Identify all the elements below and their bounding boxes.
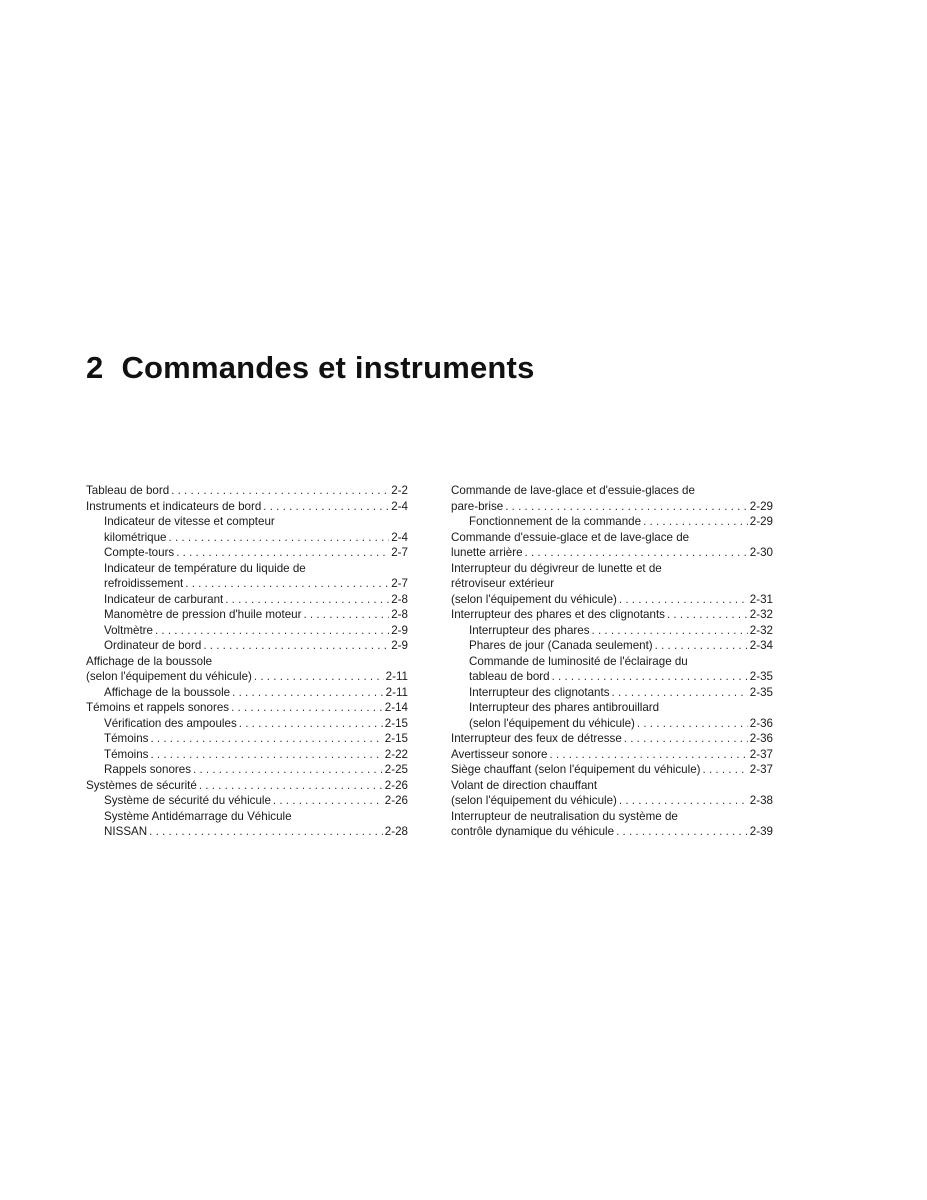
chapter-number: 2 (86, 350, 104, 385)
toc-entry[interactable] (86, 499, 408, 515)
toc-entry[interactable] (451, 530, 773, 561)
toc-entry-title: Indicateur de carburant (104, 592, 224, 606)
toc-entry-line (451, 793, 773, 809)
toc-entry-title: Interrupteur des clignotants (469, 685, 610, 699)
toc-entry-title: contrôle dynamique du véhicule (451, 825, 615, 838)
dot-leader (176, 545, 389, 561)
toc-entry-title: Témoins (104, 732, 149, 745)
toc-entry-line (104, 623, 408, 639)
toc-entry-line (104, 762, 408, 778)
toc-entry-title: Rappels sonores (104, 763, 192, 776)
toc-page-number: 2-29 (749, 515, 773, 528)
toc-entry[interactable] (451, 747, 773, 763)
toc-entry[interactable] (451, 561, 773, 608)
dot-leader (552, 669, 748, 685)
toc-entry-line (104, 731, 408, 747)
toc-page-number: 2-9 (391, 639, 408, 652)
toc-page-number: 2-2 (391, 484, 408, 497)
toc-entry-line (469, 716, 773, 732)
toc-entry-line (104, 824, 408, 840)
toc-entry-line (86, 778, 408, 794)
toc-entry[interactable] (86, 793, 408, 809)
toc-page-number: 2-38 (749, 794, 773, 807)
toc-entry-title: Fonctionnement de la commande (469, 515, 642, 528)
toc-entry-text: Interrupteur de neutralisation du système de (451, 809, 678, 823)
toc-entry[interactable] (451, 778, 773, 809)
toc-entry[interactable] (86, 592, 408, 608)
toc-entry-line (451, 824, 773, 840)
toc-page-number: 2-4 (391, 499, 408, 513)
toc-page-number: 2-22 (384, 747, 408, 761)
toc-page-number: 2-36 (749, 716, 773, 730)
toc-page-number: 2-8 (391, 592, 408, 606)
toc-entry-title: Témoins et rappels sonores (86, 701, 230, 714)
toc-entry-text: Volant de direction chauffant (451, 778, 598, 792)
toc-entry-title: (selon l'équipement du véhicule) (451, 592, 617, 606)
dot-leader (616, 824, 748, 840)
dot-leader (612, 685, 748, 701)
toc-entry-title: Ordinateur de bord (104, 639, 202, 652)
dot-leader (703, 762, 748, 778)
toc-entry-line (104, 793, 408, 809)
toc-entry-title: tableau de bord (469, 670, 550, 683)
toc-entry-title: NISSAN (104, 825, 148, 838)
toc-entry-line (86, 483, 408, 499)
toc-page-number: 2-30 (749, 546, 773, 559)
toc-entry[interactable] (451, 762, 773, 778)
toc-entry-text: rétroviseur extérieur (451, 577, 555, 590)
toc-page-number: 2-15 (384, 716, 408, 730)
toc-page-number: 2-32 (749, 623, 773, 637)
dot-leader (619, 793, 748, 809)
toc-page-number: 2-9 (391, 623, 408, 637)
dot-leader (505, 499, 748, 515)
dot-leader (549, 747, 747, 763)
toc-entry-line (104, 638, 408, 654)
toc-left-column (86, 483, 408, 840)
toc-entry-line (86, 700, 408, 716)
toc-page-number: 2-31 (749, 592, 773, 606)
toc-entry[interactable] (86, 778, 408, 794)
toc-entry-line (469, 669, 773, 685)
toc-entry[interactable] (451, 623, 773, 639)
dot-leader (171, 483, 389, 499)
toc-page-number: 2-26 (384, 778, 408, 792)
toc-entry[interactable] (86, 483, 408, 499)
toc-entry[interactable] (86, 762, 408, 778)
toc-page-number: 2-28 (384, 825, 408, 838)
toc-entry-title: Témoins (104, 747, 149, 761)
dot-leader (254, 669, 384, 685)
toc-page-number: 2-7 (391, 577, 408, 590)
toc-entry-title: Interrupteur des phares et des clignotants (451, 608, 665, 621)
toc-entry-line (451, 499, 773, 515)
dot-leader (150, 731, 382, 747)
toc-page-number: 2-29 (749, 499, 773, 513)
toc-entry-title: kilométrique (104, 530, 167, 544)
toc-entry-line (104, 607, 408, 623)
toc-entry[interactable] (86, 700, 408, 716)
toc-entry-text: Indicateur de vitesse et compteur (104, 515, 275, 528)
toc-page-number: 2-7 (391, 546, 408, 559)
toc-page-number: 2-35 (749, 685, 773, 699)
toc-entry-title: Interrupteur des feux de détresse (451, 732, 622, 745)
toc-page-number: 2-26 (384, 794, 408, 807)
toc-entry[interactable] (451, 700, 773, 731)
toc-right-column (451, 483, 773, 840)
toc-entry-title: (selon l'équipement du véhicule) (469, 716, 635, 730)
toc-page-number: 2-37 (749, 763, 773, 776)
toc-entry-title: lunette arrière (451, 546, 523, 559)
toc-entry[interactable] (86, 514, 408, 545)
toc-entry-line (469, 623, 773, 639)
toc-entry-title: Voltmètre (104, 623, 153, 637)
toc-entry[interactable] (451, 685, 773, 701)
toc-entry-title: Systèmes de sécurité (86, 778, 197, 792)
dot-leader (203, 638, 389, 654)
toc-entry-title: Manomètre de pression d'huile moteur (104, 608, 302, 621)
toc-entry-line (451, 607, 773, 623)
dot-leader (273, 793, 383, 809)
dot-leader (199, 778, 383, 794)
toc-entry-line (104, 592, 408, 608)
toc-page-number: 2-11 (385, 670, 408, 683)
toc-entry[interactable] (451, 809, 773, 840)
toc-entry[interactable] (86, 809, 408, 840)
dot-leader (637, 716, 748, 732)
toc-page-number: 2-14 (384, 701, 408, 714)
toc-entry-text: Affichage de la boussole (86, 654, 213, 668)
toc-entry-title: (selon l'équipement du véhicule) (451, 794, 617, 807)
toc-entry-line (86, 499, 408, 515)
toc-entry-line (451, 762, 773, 778)
toc-entry-line (451, 747, 773, 763)
dot-leader (150, 747, 382, 763)
toc-entry[interactable] (86, 623, 408, 639)
toc-entry[interactable] (451, 731, 773, 747)
toc-entry[interactable] (451, 607, 773, 623)
toc-entry-title: Affichage de la boussole (104, 685, 231, 699)
toc-page-number: 2-15 (384, 732, 408, 745)
toc-page-number: 2-36 (749, 732, 773, 745)
toc-page-number: 2-39 (749, 825, 773, 838)
dot-leader (303, 607, 389, 623)
dot-leader (232, 685, 384, 701)
toc-entry-title: Compte-tours (104, 546, 175, 559)
toc-entry-title: Avertisseur sonore (451, 747, 548, 761)
toc-page-number: 2-34 (749, 639, 773, 652)
toc-entry-line (104, 747, 408, 763)
toc-entry-line (104, 530, 408, 546)
toc-entry-text: Commande de lave-glace et d'essuie-glaces de (451, 484, 695, 497)
toc-entry[interactable] (86, 638, 408, 654)
toc-entry-line (451, 545, 773, 561)
dot-leader (169, 530, 390, 546)
dot-leader (525, 545, 748, 561)
dot-leader (231, 700, 383, 716)
toc-entry-title: Instruments et indicateurs de bord (86, 499, 262, 513)
toc-entry-text: Interrupteur des phares antibrouillard (469, 701, 660, 714)
toc-entry-title: (selon l'équipement du véhicule) (86, 670, 252, 683)
toc-entry-text: Commande d'essuie-glace et de lave-glace de (451, 530, 690, 544)
dot-leader (592, 623, 748, 639)
dot-leader (643, 514, 748, 530)
toc-entry[interactable] (86, 654, 408, 685)
toc-entry-text: Interrupteur du dégivreur de lunette et de (451, 561, 662, 575)
dot-leader (149, 824, 383, 840)
toc-entry[interactable] (451, 638, 773, 654)
toc-entry[interactable] (451, 654, 773, 685)
toc-page-number: 2-25 (384, 763, 408, 776)
toc-entry-title: pare-brise (451, 499, 504, 513)
dot-leader (239, 716, 383, 732)
toc-page-number: 2-37 (749, 747, 773, 761)
dot-leader (655, 638, 748, 654)
dot-leader (263, 499, 389, 515)
toc-entry[interactable] (86, 561, 408, 592)
toc-page-number: 2-35 (749, 670, 773, 683)
toc-entry[interactable] (86, 731, 408, 747)
toc-page-number: 2-4 (391, 530, 408, 544)
toc-entry-title: Tableau de bord (86, 484, 170, 497)
toc-entry-line (451, 731, 773, 747)
toc-entry-line (104, 685, 408, 701)
chapter-title (86, 350, 535, 386)
toc-entry-title: refroidissement (104, 577, 184, 590)
toc-entry-line (104, 545, 408, 561)
toc-entry[interactable] (451, 483, 773, 514)
dot-leader (624, 731, 748, 747)
toc-page-number: 2-8 (391, 608, 408, 621)
toc-entry-title: Système de sécurité du véhicule (104, 794, 271, 807)
toc-entry-line (451, 592, 773, 608)
toc-page-number: 2-32 (749, 608, 773, 621)
dot-leader (667, 607, 748, 623)
toc-entry[interactable] (86, 607, 408, 623)
toc-entry-title: Interrupteur des phares (469, 623, 590, 637)
toc-entry-line (104, 716, 408, 732)
toc-entry-text: Système Antidémarrage du Véhicule (104, 809, 292, 823)
dot-leader (225, 592, 389, 608)
toc-entry[interactable] (451, 514, 773, 530)
toc-entry-title: Vérification des ampoules (104, 716, 237, 730)
chapter-title-text: Commandes et instruments (121, 350, 535, 385)
toc-entry-line (469, 638, 773, 654)
dot-leader (619, 592, 748, 608)
toc-entry-text: Indicateur de température du liquide de (104, 561, 306, 575)
toc-entry-title: Siège chauffant (selon l'équipement du véhicule) (451, 763, 701, 776)
toc-entry[interactable] (86, 545, 408, 561)
toc-entry[interactable] (86, 747, 408, 763)
toc-entry-line (469, 514, 773, 530)
dot-leader (155, 623, 389, 639)
toc-page-number: 2-11 (385, 685, 408, 699)
toc-entry-title: Phares de jour (Canada seulement) (469, 639, 653, 652)
toc-entry-line (469, 685, 773, 701)
toc-entry[interactable] (86, 685, 408, 701)
toc-entry-line (86, 669, 408, 685)
toc-entry-text: Commande de luminosité de l'éclairage du (469, 654, 688, 668)
dot-leader (193, 762, 383, 778)
toc-entry[interactable] (86, 716, 408, 732)
dot-leader (185, 576, 389, 592)
toc-entry-line (104, 576, 408, 592)
